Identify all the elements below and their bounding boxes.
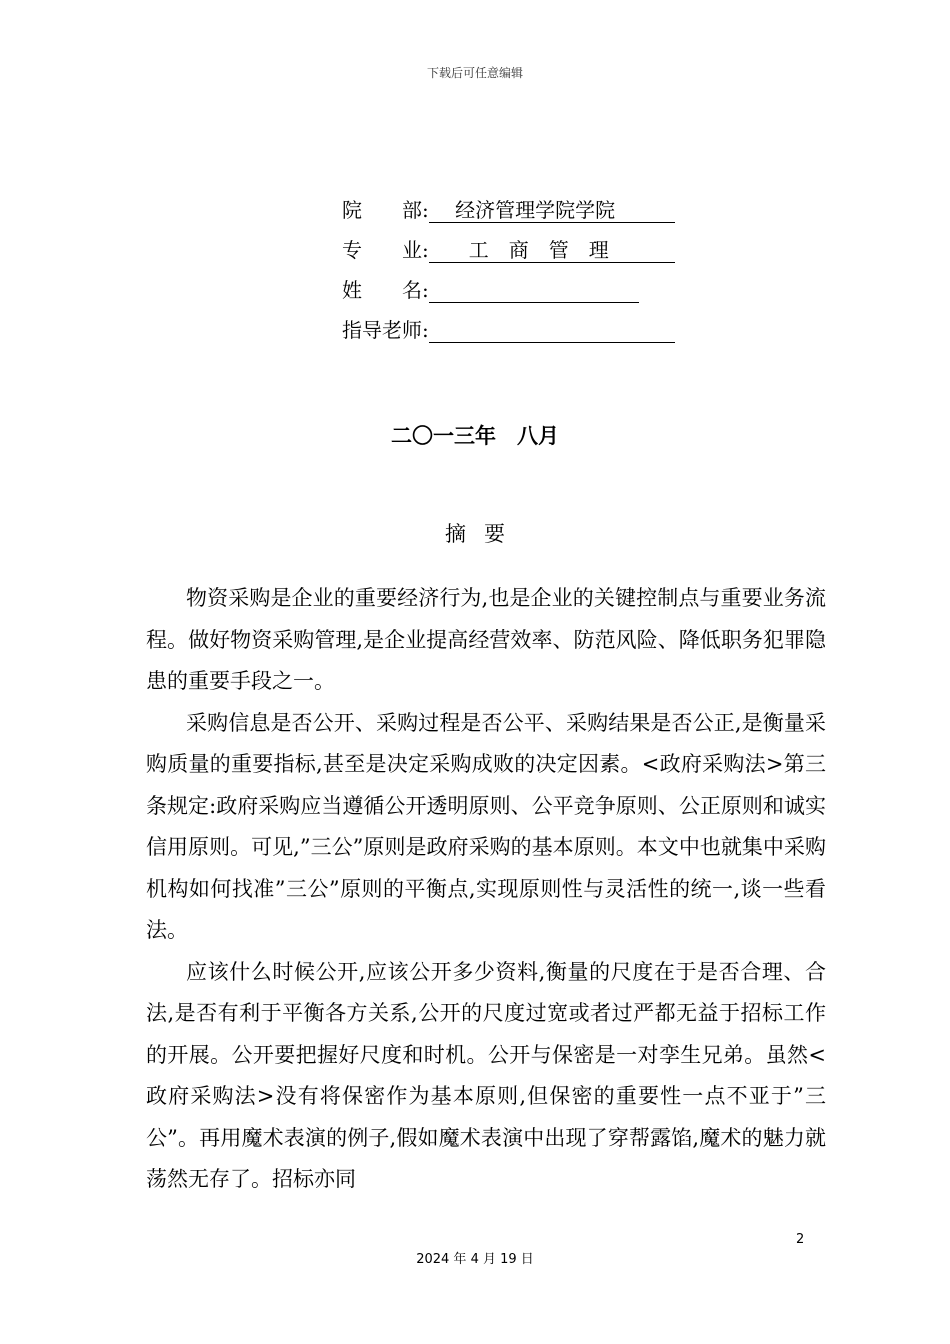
major-row xyxy=(342,223,675,263)
major-label: 专 业: xyxy=(342,238,429,262)
student-info-block xyxy=(342,183,675,343)
advisor-row xyxy=(342,303,675,343)
abstract-paragraph: 应该什么时候公开,应该公开多少资料,衡量的尺度在于是否合理、合法,是否有利于平衡各方关系,公开的尺度过宽或者过严都无益于招标工作的开展。公开要把握好尺度和时机。公开与保密是一对孪生兄弟。虽然<政府采购法>没有将保密作为基本原则,但保密的重要性一点不亚于”三公”。再用魔术表演的例子,假如魔术表演中出现了穿帮露馅,魔术的魅力就荡然无存了。招标亦同 xyxy=(146,959,826,1191)
name-row xyxy=(342,263,675,303)
abstract-paragraph: 采购信息是否公开、采购过程是否公平、采购结果是否公正,是衡量采购质量的重要指标,甚至是决定采购成败的决定因素。<政府采购法>第三条规定:政府采购应当遵循公开透明原则、公平竞争原则、公正原则和诚实信用原则。可见,”三公”原则是政府采购的基本原则。本文中也就集中采购机构如何找准”三公”原则的平衡点,实现原则性与灵活性的统一,谈一些看法。 xyxy=(146,710,826,942)
footer-date: 2024 年 4 月 19 日 xyxy=(416,1252,534,1267)
advisor-value xyxy=(429,341,675,343)
name-value xyxy=(429,301,639,303)
advisor-label: 指导老师: xyxy=(342,318,429,342)
name-label: 姓 名: xyxy=(342,278,429,302)
date-title: 二〇一三年 八月 xyxy=(391,424,559,448)
header-note: 下载后可任意编辑 xyxy=(426,66,523,80)
abstract-title: 摘要 xyxy=(445,522,523,546)
page-number: 2 xyxy=(796,1232,805,1247)
department-value: 经济管理学院学院 xyxy=(429,199,675,223)
abstract-body xyxy=(146,578,826,1201)
department-row xyxy=(342,183,675,223)
major-value: 工 商 管 理 xyxy=(429,239,675,263)
abstract-paragraph: 物资采购是企业的重要经济行为,也是企业的关键控制点与重要业务流程。做好物资采购管理,是企业提高经营效率、防范风险、降低职务犯罪隐患的重要手段之一。 xyxy=(146,586,826,693)
department-label: 院 部: xyxy=(342,198,429,222)
